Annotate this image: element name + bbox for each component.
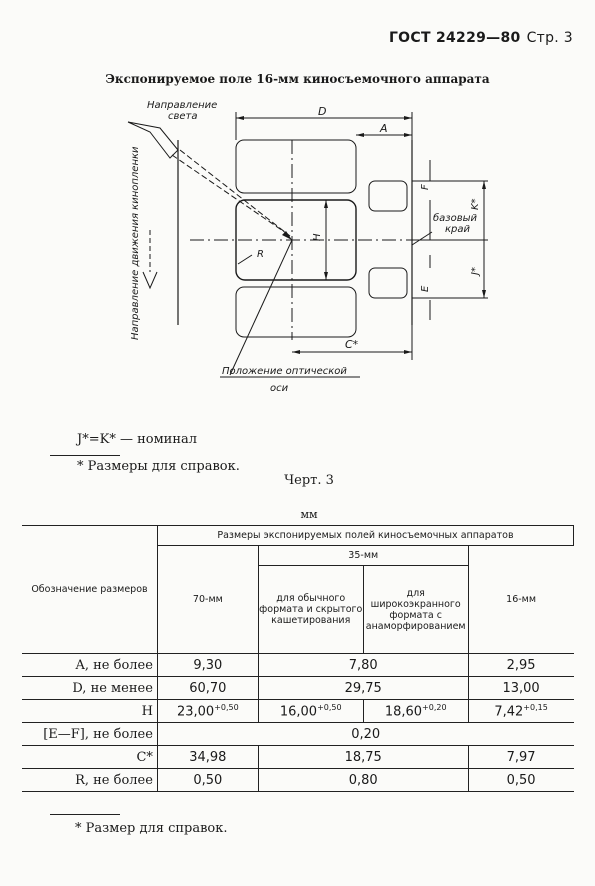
light-direction-label-2: света bbox=[168, 111, 198, 122]
dim-A-label: A bbox=[380, 122, 388, 135]
nominal-note: J*=K* — номинал bbox=[77, 432, 198, 447]
optical-axis-label: Положение оптической bbox=[222, 366, 347, 377]
cell-35: 18,75 bbox=[258, 746, 468, 769]
light-direction-label: Направление bbox=[147, 100, 218, 111]
dim-E-label: E bbox=[420, 285, 431, 292]
chart-caption: Черт. 3 bbox=[284, 473, 334, 488]
page-number: Стр. 3 bbox=[526, 30, 573, 46]
cell-35-wide bbox=[363, 700, 468, 723]
row-label: R, не более bbox=[22, 769, 157, 792]
cell-all: 0,20 bbox=[157, 723, 573, 746]
table-row bbox=[22, 700, 574, 723]
table-row bbox=[22, 677, 574, 700]
cell-35: 29,75 bbox=[258, 677, 468, 700]
reference-note: * Размеры для справок. bbox=[77, 459, 240, 474]
dimensions-table bbox=[22, 525, 574, 792]
cell-value: 7,42 bbox=[494, 704, 524, 720]
table-row bbox=[22, 654, 574, 677]
unit-label: мм bbox=[300, 508, 318, 521]
cell-16: 7,97 bbox=[468, 746, 573, 769]
cell-tolerance: +0,15 bbox=[523, 702, 548, 712]
cell-tolerance: +0,50 bbox=[317, 702, 342, 712]
cell-70: 9,30 bbox=[157, 654, 258, 677]
dim-F-label: F bbox=[420, 184, 431, 190]
note-divider bbox=[50, 455, 120, 456]
figure-title: Экспонируемое поле 16-мм киносъемочного аппарата bbox=[105, 72, 490, 86]
dim-C-label: C* bbox=[345, 338, 359, 351]
cell-value: 23,00 bbox=[176, 704, 215, 720]
col-group-header: Размеры экспонируемых полей киносъемочных аппаратов bbox=[157, 526, 573, 546]
table-row bbox=[22, 769, 574, 792]
cell-value: 16,00 bbox=[279, 704, 318, 720]
base-edge-label: базовый bbox=[433, 213, 478, 224]
dim-R-label: R bbox=[257, 249, 264, 260]
cell-70: 60,70 bbox=[157, 677, 258, 700]
col-35mm-normal: для обычного формата и скрытого кашетирования bbox=[258, 566, 363, 654]
base-edge-label-2: край bbox=[445, 224, 471, 235]
col-16mm: 16-мм bbox=[468, 546, 573, 654]
cell-35: 0,80 bbox=[258, 769, 468, 792]
cell-16 bbox=[468, 700, 573, 723]
dim-H-label: H bbox=[312, 233, 323, 241]
cell-value: 18,60 bbox=[384, 704, 423, 720]
dim-D-label: D bbox=[318, 105, 327, 118]
col-designation: Обозначение размеров bbox=[22, 526, 157, 654]
standard-number: ГОСТ 24229—80 bbox=[388, 30, 521, 46]
cell-70: 0,50 bbox=[157, 769, 258, 792]
dim-J-label: J* bbox=[470, 267, 481, 275]
col-35mm-wide: для широкоэкранного формата с анаморфированием bbox=[363, 566, 468, 654]
film-motion-label: Направление движения кинопленки bbox=[130, 146, 141, 340]
col-35mm: 35-мм bbox=[258, 546, 468, 566]
cell-35-normal bbox=[258, 700, 363, 723]
cell-70 bbox=[157, 700, 258, 723]
row-label: [E—F], не более bbox=[22, 723, 157, 746]
cell-35: 7,80 bbox=[258, 654, 468, 677]
cell-tolerance: +0,20 bbox=[422, 702, 447, 712]
footnote: * Размер для справок. bbox=[75, 821, 228, 836]
cell-16: 2,95 bbox=[468, 654, 573, 677]
table-row bbox=[22, 746, 574, 769]
row-label: D, не менее bbox=[22, 677, 157, 700]
table-row bbox=[22, 723, 574, 746]
film-frame-drawing bbox=[0, 0, 595, 420]
dim-K-label: K* bbox=[470, 198, 481, 210]
cell-70: 34,98 bbox=[157, 746, 258, 769]
col-70mm: 70-мм bbox=[157, 546, 258, 654]
cell-16: 0,50 bbox=[468, 769, 573, 792]
row-label: C* bbox=[22, 746, 157, 769]
footnote-divider bbox=[50, 814, 120, 815]
cell-16: 13,00 bbox=[468, 677, 573, 700]
row-label: H bbox=[22, 700, 157, 723]
optical-axis-label-2: оси bbox=[270, 383, 289, 394]
cell-tolerance: +0,50 bbox=[214, 702, 239, 712]
row-label: A, не более bbox=[22, 654, 157, 677]
